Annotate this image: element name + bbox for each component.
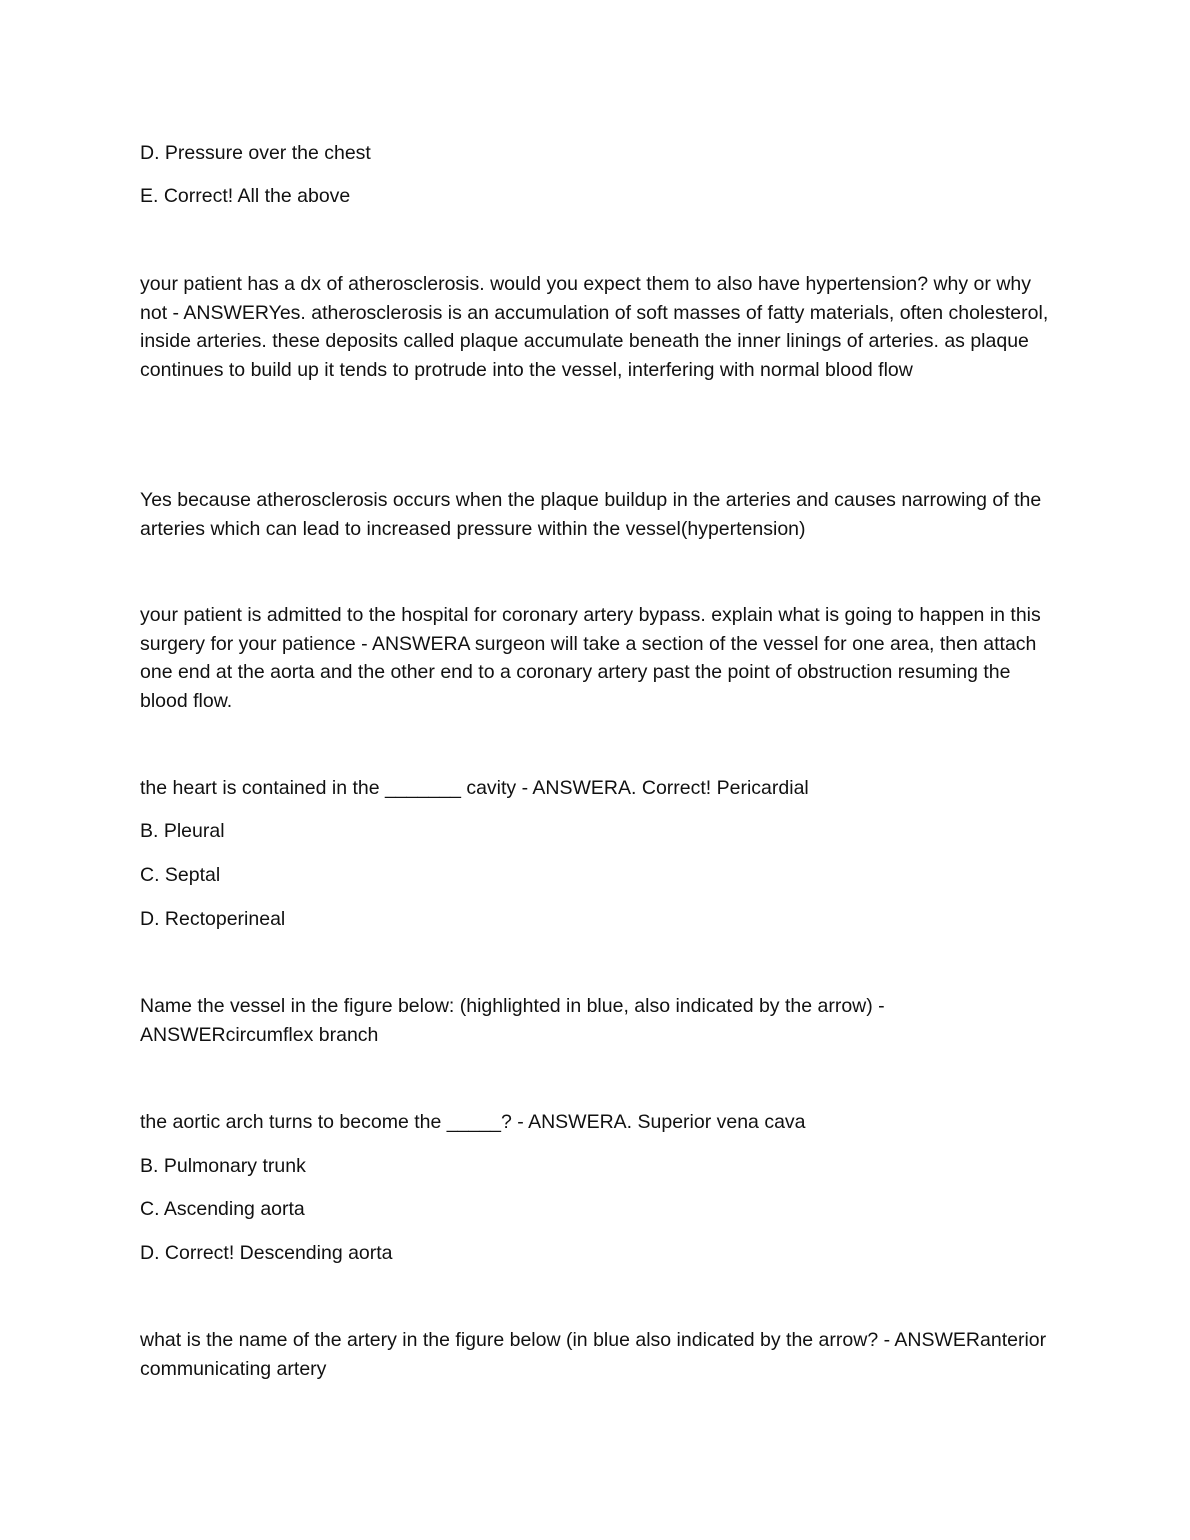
question-paragraph: your patient has a dx of atherosclerosis. would you expect them to also have hypertension? why or why not - ANSWERYes. atherosclerosis is an accumulation of soft masses of fatty materials, often cholesterol, inside arteries. these deposits called plaque accumulate beneath the inner linings of arteries. as plaque continues to build up it tends to protrude into the vessel, interfering with normal blood flow xyxy=(140,273,1049,381)
answer-option: D. Correct! Descending aorta xyxy=(140,1242,393,1264)
explanation-paragraph: Yes because atherosclerosis occurs when the plaque buildup in the arteries and causes narrowing of the arteries which can lead to increased pressure within the vessel(hypertension) xyxy=(140,489,1042,540)
question-paragraph: Name the vessel in the figure below: (highlighted in blue, also indicated by the arrow) - ANSWERcircumflex branch xyxy=(140,995,885,1046)
answer-option: B. Pleural xyxy=(140,820,225,842)
answer-option: C. Septal xyxy=(140,864,221,886)
answer-option: E. Correct! All the above xyxy=(140,185,351,207)
question-paragraph: the heart is contained in the _______ cavity - ANSWERA. Correct! Pericardial xyxy=(140,777,809,799)
answer-option: C. Ascending aorta xyxy=(140,1198,305,1220)
question-paragraph: the aortic arch turns to become the _____? - ANSWERA. Superior vena cava xyxy=(140,1111,806,1133)
answer-option: D. Rectoperineal xyxy=(140,908,286,930)
question-paragraph: what is the name of the artery in the figure below (in blue also indicated by the arrow? - ANSWERanterior communicating artery xyxy=(140,1329,1047,1380)
answer-option: D. Pressure over the chest xyxy=(140,142,371,164)
question-paragraph: your patient is admitted to the hospital for coronary artery bypass. explain what is going to happen in this surgery for your patience - ANSWERA surgeon will take a section of the vessel for one area, then attach one end at the aorta and the other end to a coronary artery past the point of obstruction resuming the blood flow. xyxy=(140,604,1041,712)
answer-option: B. Pulmonary trunk xyxy=(140,1155,306,1177)
